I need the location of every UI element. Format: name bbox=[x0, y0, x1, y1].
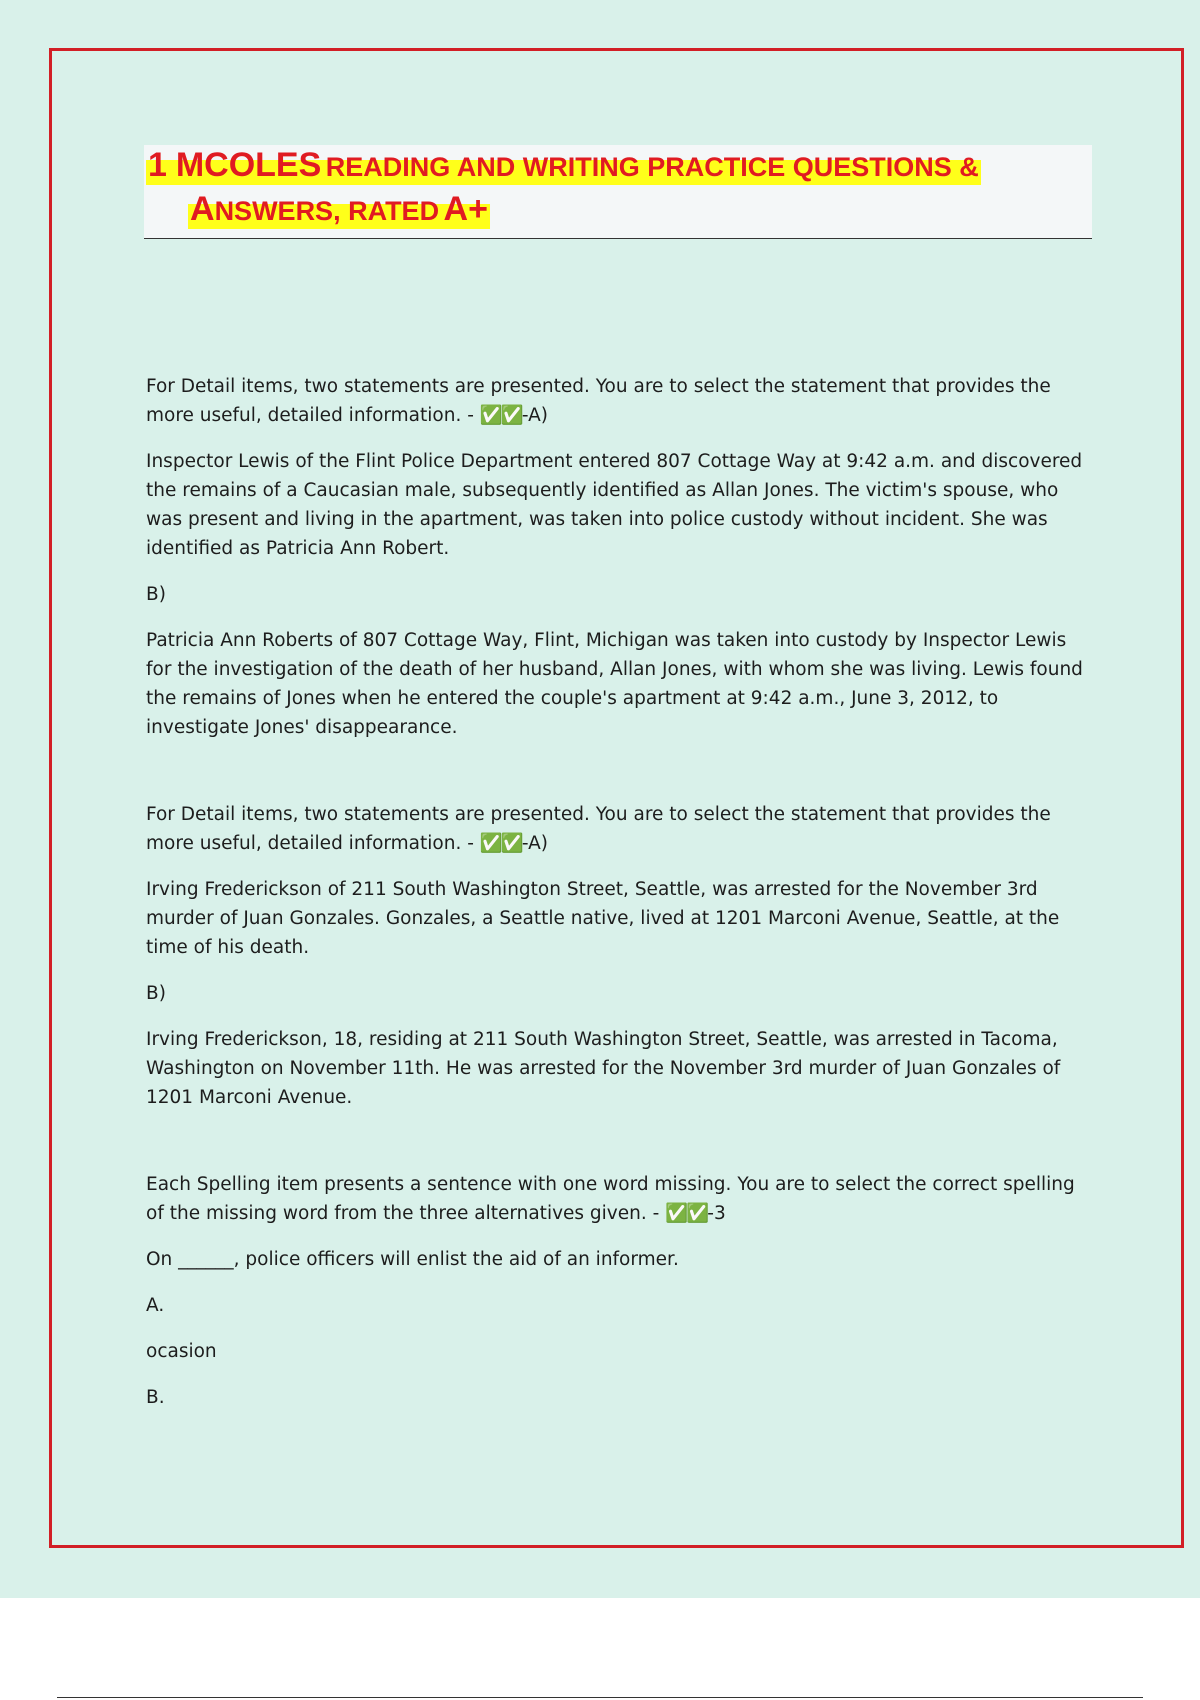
option-a-label: A. bbox=[146, 1295, 165, 1316]
title-rating: A+ bbox=[443, 190, 488, 228]
spelling-sentence: On ______, police officers will enlist the aid of an informer. bbox=[146, 1249, 679, 1270]
option-b-label: B) bbox=[146, 584, 166, 605]
option-a-text: ocasion bbox=[146, 1341, 217, 1362]
double-check-icon: ✅✅ bbox=[479, 833, 522, 854]
question-prompt: For Detail items, two statements are presented. You are to select the statement that provides the more useful, detailed information. - ✅✅-A) bbox=[146, 376, 1051, 426]
question-prompt: Each Spelling item presents a sentence with one word missing. You are to select the correct spelling of the missing word from the three alternatives given. - ✅✅-3 bbox=[146, 1174, 1075, 1224]
title-word-mcoles: MCOLES bbox=[175, 146, 322, 184]
title-initial-a: A bbox=[190, 190, 215, 228]
option-a-text: Irving Frederickson of 211 South Washington Street, Seattle, was arrested for the November 3rd murder of Juan Gonzales. Gonzales, a Seattle native, lived at 1201 Marconi Avenue, Seattle, at the time of his death. bbox=[146, 879, 1060, 958]
document-body bbox=[146, 372, 1096, 1412]
question-block-1 bbox=[146, 372, 1096, 742]
document-title-line-2 bbox=[188, 192, 490, 226]
title-text-line-2: NSWERS, RATED bbox=[214, 196, 440, 226]
heading-number: 1 bbox=[148, 146, 167, 184]
answer-suffix: -A) bbox=[521, 833, 549, 854]
document-title-line-1 bbox=[146, 148, 981, 182]
question-block-2 bbox=[146, 800, 1096, 1112]
option-b-text: Patricia Ann Roberts of 807 Cottage Way, Flint, Michigan was taken into custody by Inspector Lewis for the investigation of the death of her husband, Allan Jones, with whom she was living. Lewis found the remains of Jones when he entered the couple's apartment at 9:42 a.m., June 3, 2012, to investigate Jones' disappearance. bbox=[146, 630, 1083, 738]
option-b-text: Irving Frederickson, 18, residing at 211 South Washington Street, Seattle, was arrested in Tacoma, Washington on November 11th. He was arrested for the November 3rd murder of Juan Gonzales of 1201 Marconi Avenue. bbox=[146, 1029, 1061, 1108]
double-check-icon: ✅✅ bbox=[665, 1203, 708, 1224]
double-check-icon: ✅✅ bbox=[479, 405, 522, 426]
answer-suffix: -3 bbox=[707, 1203, 726, 1224]
option-b-label: B) bbox=[146, 983, 166, 1004]
title-text-line-1: READING AND WRITING PRACTICE QUESTIONS & bbox=[325, 152, 979, 182]
question-block-3 bbox=[146, 1170, 1096, 1412]
option-b-label: B. bbox=[146, 1387, 165, 1408]
question-prompt: For Detail items, two statements are presented. You are to select the statement that provides the more useful, detailed information. - ✅✅-A) bbox=[146, 804, 1051, 854]
footer-rule bbox=[57, 1697, 1143, 1698]
answer-suffix: -A) bbox=[521, 405, 549, 426]
option-a-text: Inspector Lewis of the Flint Police Department entered 807 Cottage Way at 9:42 a.m. and discovered the remains of a Caucasian male, subsequently identified as Allan Jones. The victim's spouse, who was present and living in the apartment, was taken into police custody without incident. She was identified as Patricia Ann Robert. bbox=[146, 451, 1083, 559]
